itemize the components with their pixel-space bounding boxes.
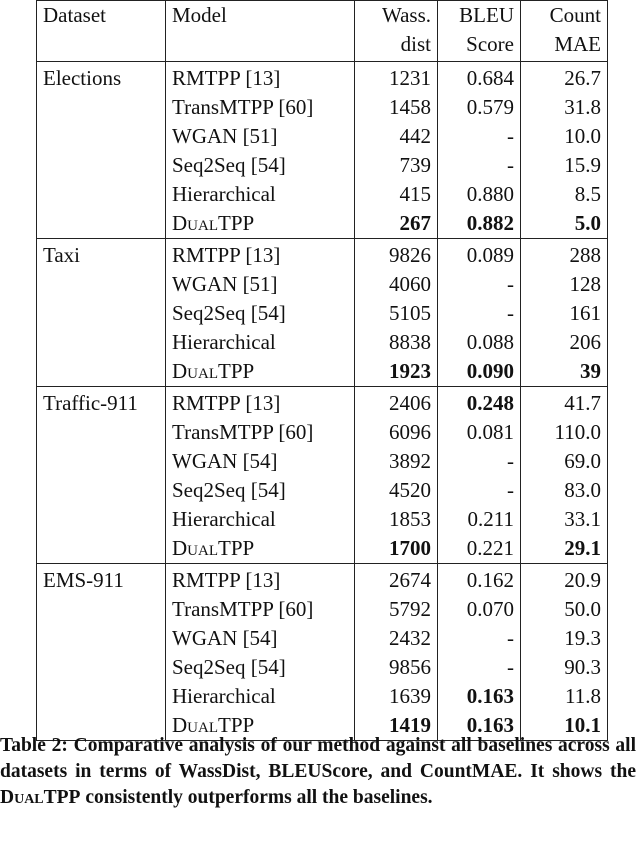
count-cell: 31.8 <box>521 93 608 122</box>
bleu-cell: 0.089 <box>438 239 521 271</box>
count-cell: 206 <box>521 328 608 357</box>
header-model: Model <box>166 1 355 62</box>
model-cell: WGAN [51] <box>166 122 355 151</box>
model-cell: DualTPP <box>166 711 355 741</box>
dataset-group <box>37 62 608 239</box>
bleu-cell: 0.163 <box>438 711 521 741</box>
bleu-cell: - <box>438 122 521 151</box>
wass-cell: 2432 <box>355 624 438 653</box>
bleu-cell: - <box>438 447 521 476</box>
wass-cell: 415 <box>355 180 438 209</box>
results-table <box>36 0 608 741</box>
table-row <box>37 239 608 271</box>
table-caption: Table 2: Comparative analysis of our method against all baselines across all datasets in terms of WassDist, BLEUScore, and CountMAE. It shows the DualTPP consistently outperforms all the baselines. <box>0 735 636 808</box>
model-cell: RMTPP [13] <box>166 239 355 271</box>
bleu-cell: - <box>438 624 521 653</box>
header-row <box>37 1 608 62</box>
dataset-cell: Elections <box>37 62 166 239</box>
count-cell: 5.0 <box>521 209 608 239</box>
dataset-group <box>37 239 608 387</box>
wass-cell: 5105 <box>355 299 438 328</box>
count-cell: 110.0 <box>521 418 608 447</box>
wass-cell: 1923 <box>355 357 438 387</box>
wass-cell: 267 <box>355 209 438 239</box>
bleu-cell: 0.088 <box>438 328 521 357</box>
wass-cell: 1419 <box>355 711 438 741</box>
bleu-cell: 0.081 <box>438 418 521 447</box>
count-cell: 26.7 <box>521 62 608 94</box>
model-cell: Seq2Seq [54] <box>166 151 355 180</box>
wass-cell: 9856 <box>355 653 438 682</box>
header-dataset: Dataset <box>37 1 166 62</box>
bleu-cell: 0.248 <box>438 387 521 419</box>
dataset-group <box>37 564 608 741</box>
wass-cell: 4520 <box>355 476 438 505</box>
wass-cell: 1700 <box>355 534 438 564</box>
model-cell: WGAN [51] <box>166 270 355 299</box>
model-cell: Hierarchical <box>166 328 355 357</box>
count-cell: 83.0 <box>521 476 608 505</box>
count-cell: 15.9 <box>521 151 608 180</box>
bleu-cell: 0.684 <box>438 62 521 94</box>
count-cell: 69.0 <box>521 447 608 476</box>
header-bleu: BLEU Score <box>438 1 521 62</box>
count-cell: 41.7 <box>521 387 608 419</box>
wass-cell: 5792 <box>355 595 438 624</box>
model-cell: Hierarchical <box>166 505 355 534</box>
model-cell: TransMTPP [60] <box>166 595 355 624</box>
count-cell: 90.3 <box>521 653 608 682</box>
model-cell: WGAN [54] <box>166 624 355 653</box>
bleu-cell: - <box>438 653 521 682</box>
bleu-cell: 0.162 <box>438 564 521 596</box>
bleu-cell: 0.882 <box>438 209 521 239</box>
bleu-cell: 0.221 <box>438 534 521 564</box>
count-cell: 20.9 <box>521 564 608 596</box>
dataset-cell: Taxi <box>37 239 166 387</box>
count-cell: 10.0 <box>521 122 608 151</box>
bleu-cell: - <box>438 270 521 299</box>
wass-cell: 3892 <box>355 447 438 476</box>
header-wass: Wass. dist <box>355 1 438 62</box>
model-cell: DualTPP <box>166 209 355 239</box>
count-cell: 33.1 <box>521 505 608 534</box>
dataset-cell: Traffic-911 <box>37 387 166 564</box>
count-cell: 128 <box>521 270 608 299</box>
count-cell: 11.8 <box>521 682 608 711</box>
header-count: Count MAE <box>521 1 608 62</box>
wass-cell: 1639 <box>355 682 438 711</box>
model-cell: Seq2Seq [54] <box>166 476 355 505</box>
model-cell: WGAN [54] <box>166 447 355 476</box>
model-cell: DualTPP <box>166 357 355 387</box>
model-cell: RMTPP [13] <box>166 564 355 596</box>
model-cell: TransMTPP [60] <box>166 418 355 447</box>
wass-cell: 1458 <box>355 93 438 122</box>
wass-cell: 2674 <box>355 564 438 596</box>
wass-cell: 739 <box>355 151 438 180</box>
count-cell: 10.1 <box>521 711 608 741</box>
wass-cell: 4060 <box>355 270 438 299</box>
count-cell: 161 <box>521 299 608 328</box>
bleu-cell: - <box>438 151 521 180</box>
model-cell: RMTPP [13] <box>166 62 355 94</box>
model-cell: TransMTPP [60] <box>166 93 355 122</box>
wass-cell: 1853 <box>355 505 438 534</box>
model-cell: RMTPP [13] <box>166 387 355 419</box>
wass-cell: 1231 <box>355 62 438 94</box>
bleu-cell: 0.163 <box>438 682 521 711</box>
bleu-cell: 0.090 <box>438 357 521 387</box>
bleu-cell: - <box>438 299 521 328</box>
count-cell: 19.3 <box>521 624 608 653</box>
table-row <box>37 564 608 596</box>
wass-cell: 8838 <box>355 328 438 357</box>
count-cell: 50.0 <box>521 595 608 624</box>
model-cell: Seq2Seq [54] <box>166 299 355 328</box>
table-row <box>37 387 608 419</box>
count-cell: 288 <box>521 239 608 271</box>
count-cell: 8.5 <box>521 180 608 209</box>
model-cell: Seq2Seq [54] <box>166 653 355 682</box>
bleu-cell: 0.211 <box>438 505 521 534</box>
wass-cell: 9826 <box>355 239 438 271</box>
model-cell: Hierarchical <box>166 180 355 209</box>
table-row <box>37 62 608 94</box>
bleu-cell: 0.880 <box>438 180 521 209</box>
count-cell: 29.1 <box>521 534 608 564</box>
bleu-cell: - <box>438 476 521 505</box>
wass-cell: 442 <box>355 122 438 151</box>
bleu-cell: 0.070 <box>438 595 521 624</box>
bleu-cell: 0.579 <box>438 93 521 122</box>
model-cell: DualTPP <box>166 534 355 564</box>
wass-cell: 2406 <box>355 387 438 419</box>
wass-cell: 6096 <box>355 418 438 447</box>
dataset-group <box>37 387 608 564</box>
model-cell: Hierarchical <box>166 682 355 711</box>
count-cell: 39 <box>521 357 608 387</box>
dataset-cell: EMS-911 <box>37 564 166 741</box>
